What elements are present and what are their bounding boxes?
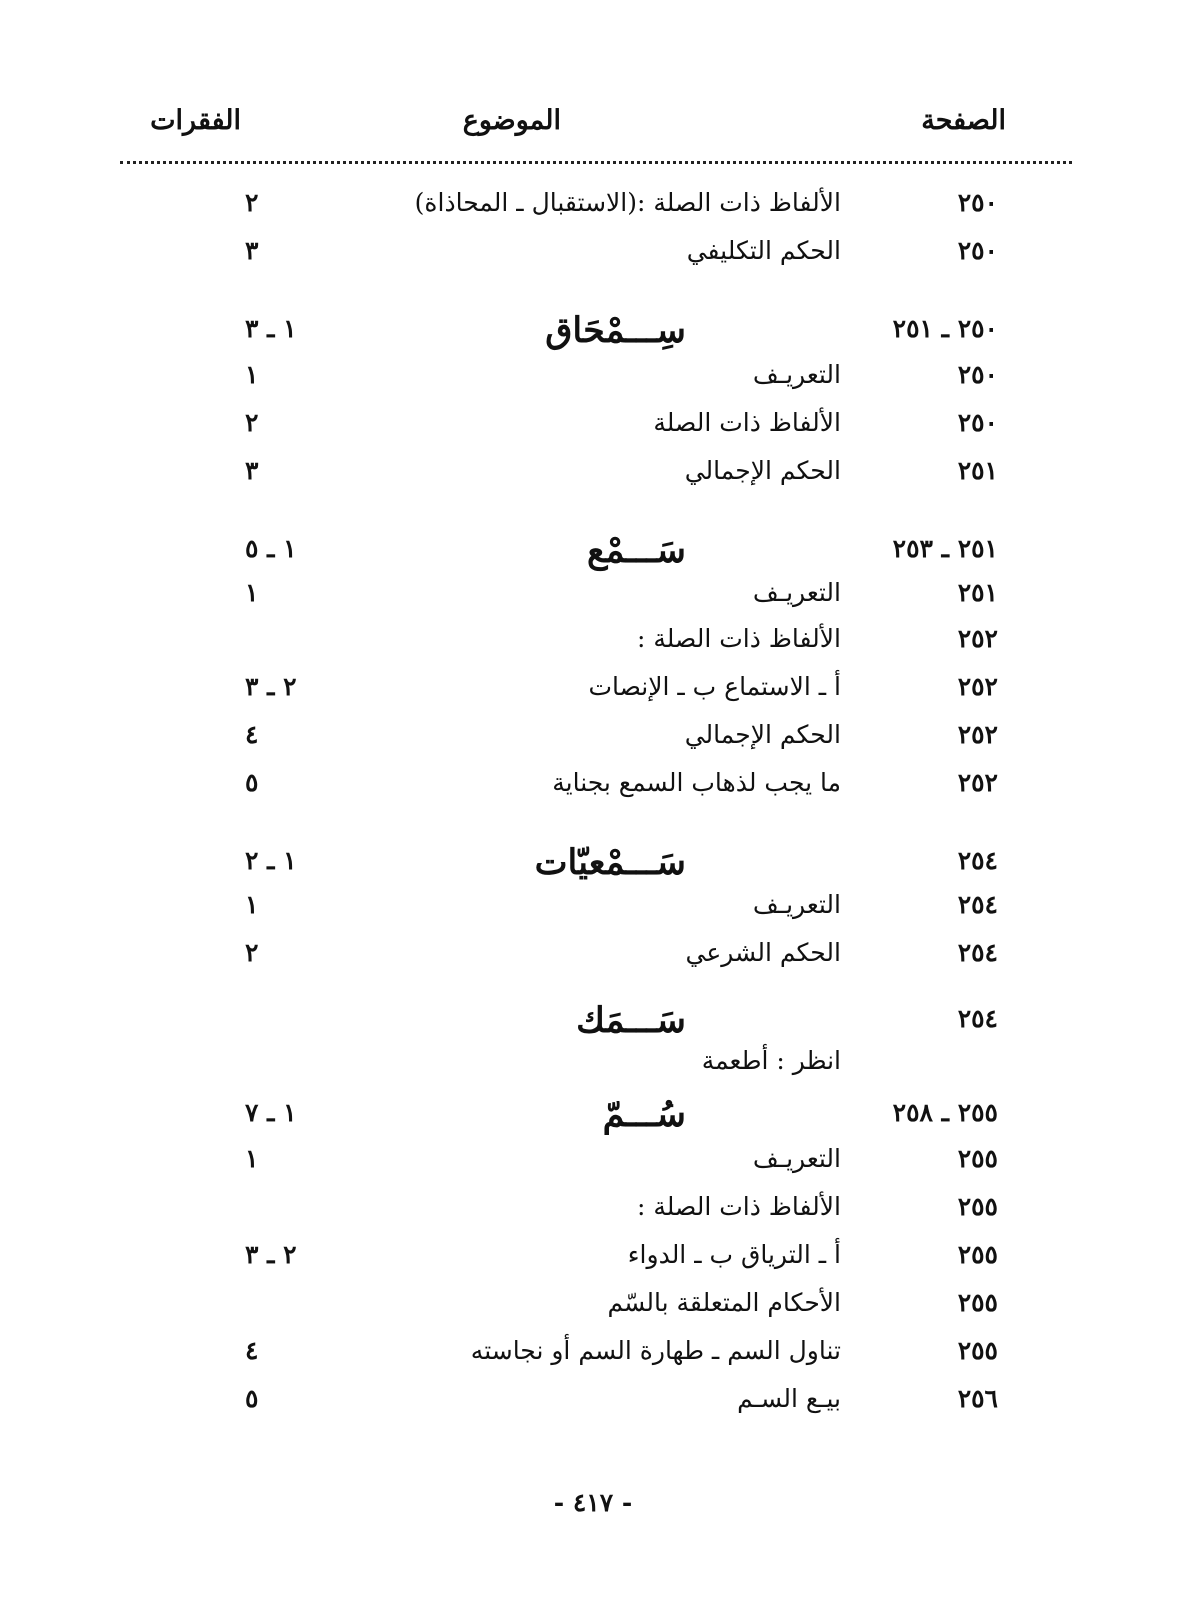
entry-page-number: ٢٥٥ — [957, 1144, 998, 1173]
entry-topic: الحكم الشرعي — [685, 938, 841, 967]
entry-topic: أ ـ الترياق ب ـ الدواء — [627, 1240, 841, 1269]
entry-paragraphs: ٥ — [245, 768, 259, 797]
entry-page-number: ٢٥٠ — [957, 188, 998, 217]
entry-paragraphs: ٢ ـ ٣ — [245, 1240, 297, 1269]
index-entry-row — [0, 578, 1186, 622]
entry-page-number: ٢٥٤ — [957, 938, 998, 967]
entry-page-number: ٢٥٢ — [957, 624, 998, 653]
entry-topic: التعريـف — [752, 1144, 841, 1173]
entry-heading-title: سَـــمْع — [587, 530, 686, 571]
entry-paragraphs: ٥ — [245, 1384, 259, 1413]
entry-page-number: ٢٥٥ — [957, 1240, 998, 1269]
entry-paragraphs: ٤ — [245, 720, 259, 749]
paragraphs-column-header: الفقرات — [150, 105, 241, 136]
entry-topic: الألفاظ ذات الصلة — [653, 408, 841, 437]
entry-paragraphs: ١ ـ ٣ — [245, 314, 297, 343]
index-heading-row — [0, 842, 1186, 886]
entry-page-number: ٢٥٥ — [957, 1288, 998, 1317]
entry-heading-title: سَـــمَك — [576, 1000, 686, 1041]
index-heading-row — [0, 530, 1186, 574]
index-heading-row — [0, 310, 1186, 354]
index-entry-row — [0, 624, 1186, 668]
entry-page-number: ٢٥٠ — [957, 360, 998, 389]
index-entry-row — [0, 720, 1186, 764]
entry-topic: الألفاظ ذات الصلة :(الاستقبال ـ المحاذاة) — [414, 188, 841, 217]
entry-paragraphs: ١ ـ ٥ — [245, 534, 297, 563]
entry-page-number: ٢٥١ ـ ٢٥٣ — [892, 534, 998, 563]
index-entry-row — [0, 938, 1186, 982]
index-entry-row — [0, 456, 1186, 500]
entry-heading-title: سُـــمّ — [602, 1094, 686, 1135]
index-entry-row — [0, 890, 1186, 934]
entry-heading-title: سِـــمْحَاق — [545, 310, 686, 351]
index-entry-row — [0, 1336, 1186, 1380]
index-entry-row — [0, 1046, 1186, 1090]
index-entry-row — [0, 1144, 1186, 1188]
page-column-header: الصفحة — [921, 105, 1006, 136]
index-entry-row — [0, 408, 1186, 452]
index-entry-row — [0, 1192, 1186, 1236]
index-entry-row — [0, 768, 1186, 812]
entry-paragraphs: ١ — [245, 578, 259, 607]
entry-paragraphs: ٢ — [245, 938, 259, 967]
entry-page-number: ٢٥٠ — [957, 236, 998, 265]
entry-topic: ما يجب لذهاب السمع بجناية — [552, 768, 841, 797]
entry-topic: الألفاظ ذات الصلة : — [636, 1192, 841, 1221]
entry-page-number: ٢٥٢ — [957, 720, 998, 749]
entry-page-number: ٢٥٠ ـ ٢٥١ — [892, 314, 998, 343]
entry-paragraphs: ١ ـ ٢ — [245, 846, 297, 875]
entry-page-number: ٢٥٢ — [957, 768, 998, 797]
entry-page-number: ٢٥٤ — [957, 1004, 998, 1033]
entry-heading-title: سَـــمْعيّات — [534, 842, 686, 883]
entry-page-number: ٢٥١ — [957, 456, 998, 485]
index-entry-row — [0, 1288, 1186, 1332]
index-entry-row — [0, 360, 1186, 404]
entry-paragraphs: ٣ — [245, 456, 259, 485]
entry-paragraphs: ١ — [245, 890, 259, 919]
entry-page-number: ٢٥٤ — [957, 846, 998, 875]
index-heading-row — [0, 1094, 1186, 1138]
entry-paragraphs: ١ — [245, 360, 259, 389]
entry-topic: التعريـف — [752, 578, 841, 607]
entry-topic: انظر : أطعمة — [701, 1046, 841, 1075]
entry-page-number: ٢٥٥ — [957, 1336, 998, 1365]
entry-paragraphs: ٣ — [245, 236, 259, 265]
entry-paragraphs: ٢ — [245, 188, 259, 217]
entry-topic: الحكم التكليفي — [686, 236, 841, 265]
entry-topic: أ ـ الاستماع ب ـ الإنصات — [588, 672, 841, 701]
entry-topic: بيـع السـم — [737, 1384, 841, 1413]
entry-topic: الأحكام المتعلقة بالسّم — [607, 1288, 841, 1317]
entry-page-number: ٢٥٥ ـ ٢٥٨ — [892, 1098, 998, 1127]
entry-page-number: ٢٥١ — [957, 578, 998, 607]
entry-paragraphs: ١ — [245, 1144, 259, 1173]
index-entry-row — [0, 236, 1186, 280]
entry-page-number: ٢٥٦ — [957, 1384, 998, 1413]
entry-topic: الألفاظ ذات الصلة : — [636, 624, 841, 653]
entry-page-number: ٢٥٢ — [957, 672, 998, 701]
index-heading-row — [0, 1000, 1186, 1044]
entry-paragraphs: ٢ — [245, 408, 259, 437]
page-number: - ٤١٧ - — [553, 1488, 633, 1517]
entry-topic: تناول السم ـ طهارة السم أو نجاسته — [470, 1336, 841, 1365]
index-entry-row — [0, 188, 1186, 232]
index-entry-row — [0, 672, 1186, 716]
topic-column-header: الموضوع — [462, 105, 561, 136]
entry-topic: التعريـف — [752, 360, 841, 389]
entry-page-number: ٢٥٥ — [957, 1192, 998, 1221]
entry-topic: الحكم الإجمالي — [684, 456, 841, 485]
entry-paragraphs: ٢ ـ ٣ — [245, 672, 297, 701]
entry-paragraphs: ٤ — [245, 1336, 259, 1365]
entry-topic: الحكم الإجمالي — [684, 720, 841, 749]
entry-page-number: ٢٥٠ — [957, 408, 998, 437]
entry-topic: التعريـف — [752, 890, 841, 919]
index-entry-row — [0, 1384, 1186, 1428]
entry-paragraphs: ١ ـ ٧ — [245, 1098, 297, 1127]
index-entry-row — [0, 1240, 1186, 1284]
entry-page-number: ٢٥٤ — [957, 890, 998, 919]
